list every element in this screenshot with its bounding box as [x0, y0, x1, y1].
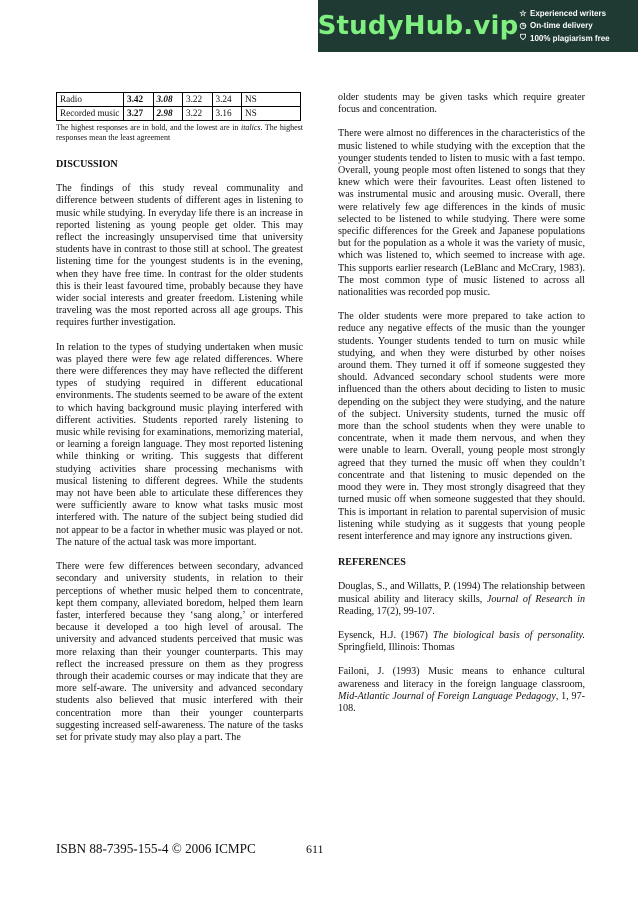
perk-plagiarism-free: [518, 33, 638, 43]
table-cell: 3.22: [183, 93, 213, 107]
paragraph: There were almost no differences in the characteristics of the music listened to while studying with the exception that the younger students tended to listen to music with a fast tempo. Overall, young people most often listened to songs that they knew which were their favourites. Least often listened to was instrumental music and arousing music. Overall, there were relatively few age differences in the kinds of music selected to be listened to while studying. There were some specific differences for the Greek and Japanese populations but for the population as a whole it was the variety of music, which was listened to, which seemed to increase with age. This supports earlier research (LeBlanc and McCrary, 1983). The most common type of music listened to across all nationalities was recorded pop music.: [338, 128, 585, 299]
paragraph: The older students were more prepared to take action to reduce any negative effects of the music than the younger students. Younger students tended to turn on music while studying, and when they were disturbed by other noises around them. They turned it off if someone suggested they should. Advanced secondary school students were more influenced than the others about deciding to listen to music depending on the subject they were studying, and the nature of the subject. University students, turned the music off more than the school students when they were unable to concentrate, when it made them nervous, and when they were unable to learn. Overall, young people most strongly agreed that they turned the music off when they couldn’t concentrate and that listening to music depended on the mood they were in. They most strongly disagreed that they turned music off when someone suggested that they should. This is important in relation to parental supervision of music listening while studying as it suggests that young people resent interference and may ignore any instructions given.: [338, 311, 585, 542]
perk-label: On-time delivery: [530, 21, 593, 30]
table-cell-lowest: 3.08: [153, 93, 183, 107]
table-note: The highest responses are in bold, and the lowest are in italics. The highest responses mean the least agreement: [56, 123, 304, 142]
table-cell-lowest: 2.98: [153, 107, 183, 121]
paragraph: In relation to the types of studying undertaken when music was played there were few age related differences. Where there were differences they may have reflected the different types of studying required in different educational environments. The students seemed to be aware of the extent to which having background music playing interfered with different activities. Students reported rarely listening to music while revising for examinations, memorizing material, or learning a foreign language. They most reported listening while thinking or writing. This suggests that different studying activities share processing mechanisms with musical listening to different degrees. While the students may not have been able to articulate these differences they were sufficiently aware to know what tasks music most interfered with. The nature of the subject being studied did not appear to be a factor in whether music was played or not. The nature of the actual task was more important.: [56, 341, 303, 548]
star-icon: ☆: [519, 9, 527, 18]
table-row: [57, 107, 301, 121]
paragraph: There were few differences between secondary, advanced secondary and university students, in relation to their perceptions of whether music helped them to concentrate, kept them company, alleviated boredom, helped them learn faster, interfered because they ‘sang along,’ or interfered because it developed a too high level of arousal. The university and advanced students perceived that music was more relaxing than their younger counterparts. This may reflect the increased pressure on them as they progress through their academic courses or may indicate that they are more self-aware. The university and advanced secondary students also believed that music interfered with their concentration more than their younger counterparts suggesting increased self-awareness. The nature of the tasks set for private study may also play a part. The: [56, 561, 303, 743]
table-cell-highest: 3.27: [124, 107, 154, 121]
studyhub-banner[interactable]: [318, 0, 638, 52]
perk-label: 100% plagiarism free: [530, 33, 610, 43]
table-cell-sig: NS: [242, 107, 301, 121]
table-row: [57, 93, 301, 107]
reference-item: Failoni, J. (1993) Music means to enhance cultural awareness and literacy in the foreign language classroom, Mid-Atlantic Journal of Foreign Language Pedagogy, 1, 97-108.: [338, 666, 585, 714]
table-cell-sig: NS: [242, 93, 301, 107]
section-heading-references: REFERENCES: [338, 557, 406, 569]
right-column: [338, 92, 585, 727]
paragraph: older students may be given tasks which require greater focus and concentration.: [338, 92, 585, 116]
perks-list: [518, 0, 638, 52]
section-heading-discussion: DISCUSSION: [56, 159, 118, 170]
clock-icon: ◷: [519, 21, 527, 30]
table-cell-label: Recorded music: [57, 107, 124, 121]
paragraph: The findings of this study reveal communality and difference between students of different ages in listening to music while studying. In everyday life there is an increase in reported listening as young people get older. This may reflect the increasingly unsupervised time that university students have in contrast to those still at school. The greatest listening time for the youngest students is in the evening, when they have free time. In contrast for the older students this is their least favoured time, probably because they have wider social interests and greater freedom. Listening while traveling was the most reported across all age groups. This requires further investigation.: [56, 183, 303, 329]
left-column: [56, 92, 303, 756]
shield-icon: ⛉: [520, 33, 526, 42]
page-number: 611: [306, 842, 324, 856]
table-cell-label: Radio: [57, 93, 124, 107]
reference-item: Douglas, S., and Willatts, P. (1994) The relationship between musical ability and literacy skills, Journal of Research in Reading, 17(2), 99-107.: [338, 581, 585, 617]
table-cell-highest: 3.42: [124, 93, 154, 107]
reference-item: Eysenck, H.J. (1967) The biological basis of personality. Springfield, Illinois: Thomas: [338, 629, 586, 654]
results-table: [56, 92, 301, 121]
perk-on-time-delivery: [518, 21, 638, 30]
perk-experienced-writers: [518, 9, 638, 18]
isbn-footer: ISBN 88-7395-155-4 © 2006 ICMPC: [56, 841, 256, 856]
perk-label: Experienced writers: [530, 9, 607, 18]
table-cell: 3.24: [212, 93, 242, 107]
table-cell: 3.16: [212, 107, 242, 121]
table-cell: 3.22: [183, 107, 213, 121]
brand-logo: StudyHub.vip: [317, 11, 519, 41]
